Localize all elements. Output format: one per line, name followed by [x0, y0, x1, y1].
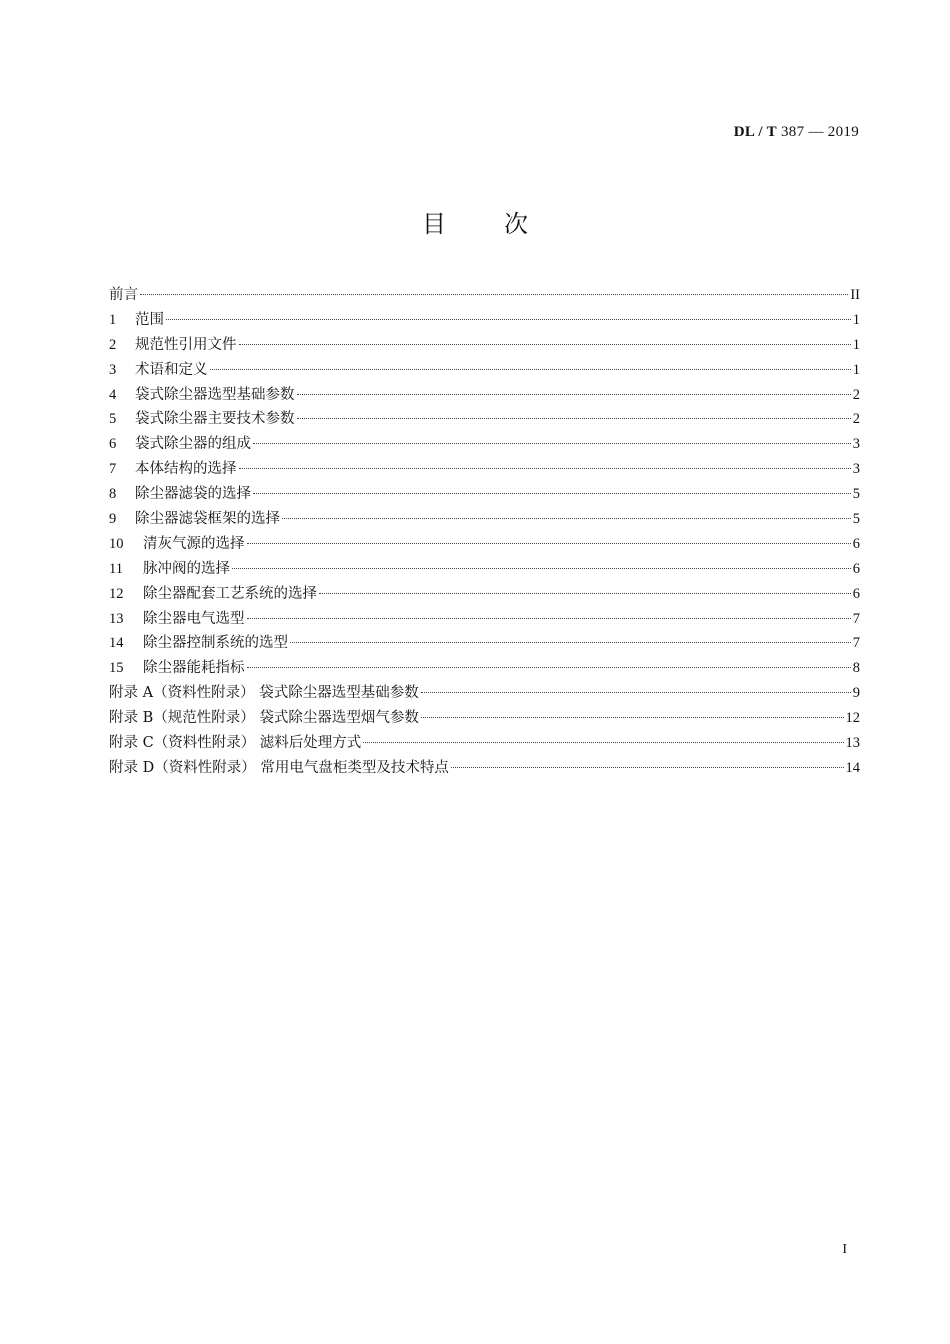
toc-entry-label: 规范性引用文件: [135, 336, 237, 353]
toc-leader-dots: [253, 442, 851, 444]
toc-entry-number: 7: [109, 461, 117, 478]
toc-leader-dots: [140, 293, 848, 295]
toc-entry-page: 1: [852, 311, 860, 328]
toc-entry-11[interactable]: [109, 557, 860, 582]
toc-leader-dots: [290, 641, 851, 643]
toc-leader-dots: [247, 666, 851, 668]
toc-leader-dots: [421, 691, 851, 693]
toc-entry-appendix-a[interactable]: [109, 681, 860, 706]
toc-entry-page: II: [850, 287, 860, 303]
toc-entry-foreword[interactable]: [109, 283, 860, 308]
toc-entry-number: 11: [109, 560, 123, 577]
toc-entry-page: 2: [852, 411, 860, 428]
toc-entry-12[interactable]: [109, 582, 860, 607]
toc-entry-number: 2: [109, 336, 117, 353]
toc-entry-page: 2: [852, 386, 860, 403]
toc-entry-page: 6: [852, 560, 860, 577]
toc-entry-page: 14: [845, 759, 860, 776]
toc-entry-15[interactable]: [109, 656, 860, 681]
toc-entry-number: 1: [109, 311, 117, 328]
toc-entry-label: 除尘器电气选型: [143, 610, 245, 627]
toc-entry-number: 10: [109, 535, 124, 552]
page-title: 目次: [422, 210, 586, 238]
toc-entry-label: 除尘器能耗指标: [143, 660, 245, 677]
toc-entry-2[interactable]: [109, 333, 860, 358]
toc-leader-dots: [210, 368, 851, 370]
toc-entry-label: 附录 B（规范性附录） 袋式除尘器选型烟气参数: [109, 710, 419, 727]
toc-entry-label: 本体结构的选择: [135, 461, 237, 478]
toc-entry-label: 附录 C（资料性附录） 滤料后处理方式: [109, 735, 362, 752]
toc-entry-page: 1: [852, 361, 860, 378]
toc-entry-label: 除尘器控制系统的选型: [143, 635, 288, 652]
toc-leader-dots: [297, 393, 851, 395]
document-code: [734, 124, 859, 141]
toc-entry-label: 除尘器滤袋框架的选择: [135, 511, 280, 528]
toc-entry-page: 1: [852, 336, 860, 353]
toc-entry-page: 7: [852, 610, 860, 627]
toc-entry-number: 9: [109, 511, 117, 528]
toc-entry-number: 6: [109, 436, 117, 453]
toc-entry-label: 除尘器滤袋的选择: [135, 486, 251, 503]
toc-entry-label: 附录 D（资料性附录） 常用电气盘柜类型及技术特点: [109, 759, 449, 776]
toc-entry-number: 15: [109, 660, 124, 677]
toc-entry-page: 5: [852, 486, 860, 503]
toc-entry-7[interactable]: [109, 457, 860, 482]
toc-leader-dots: [451, 766, 844, 768]
toc-entry-label: 范围: [135, 311, 164, 328]
toc-leader-dots: [363, 741, 843, 743]
toc-entry-number: 4: [109, 386, 117, 403]
toc-leader-dots: [421, 716, 844, 718]
toc-entry-appendix-d[interactable]: [109, 756, 860, 781]
toc-entry-page: 6: [852, 535, 860, 552]
toc-entry-number: 3: [109, 361, 117, 378]
toc-entry-6[interactable]: [109, 432, 860, 457]
toc-leader-dots: [239, 343, 851, 345]
toc-entry-9[interactable]: [109, 507, 860, 532]
toc-entry-number: 8: [109, 486, 117, 503]
toc-leader-dots: [239, 467, 851, 469]
toc-entry-14[interactable]: [109, 631, 860, 656]
toc-entry-label: 附录 A（资料性附录） 袋式除尘器选型基础参数: [109, 685, 419, 702]
toc-entry-3[interactable]: [109, 358, 860, 383]
toc-entry-label: 前言: [109, 287, 138, 303]
toc-leader-dots: [247, 617, 851, 619]
toc-entry-page: 12: [845, 710, 860, 727]
toc-entry-page: 9: [852, 685, 860, 702]
toc-entry-label: 脉冲阀的选择: [143, 560, 230, 577]
toc-entry-page: 13: [845, 735, 860, 752]
toc-leader-dots: [253, 492, 851, 494]
toc-leader-dots: [166, 318, 851, 320]
toc-entry-label: 袋式除尘器选型基础参数: [135, 386, 295, 403]
toc-entry-appendix-b[interactable]: [109, 706, 860, 731]
document-code-prefix: DL / T: [733, 124, 777, 140]
toc-entry-page: 3: [852, 436, 860, 453]
toc-entry-appendix-c[interactable]: [109, 731, 860, 756]
toc-entry-13[interactable]: [109, 607, 860, 632]
document-code-number: 387 — 2019: [781, 124, 859, 140]
toc-entry-page: 8: [852, 660, 860, 677]
toc-entry-label: 除尘器配套工艺系统的选择: [143, 585, 317, 602]
toc-entry-4[interactable]: [109, 383, 860, 408]
toc-entry-page: 3: [852, 461, 860, 478]
page-number: I: [842, 1242, 847, 1257]
table-of-contents: [109, 283, 860, 781]
toc-entry-label: 袋式除尘器的组成: [135, 436, 251, 453]
toc-entry-number: 12: [109, 585, 124, 602]
toc-leader-dots: [319, 592, 851, 594]
toc-leader-dots: [232, 567, 851, 569]
toc-entry-10[interactable]: [109, 532, 860, 557]
toc-entry-number: 5: [109, 411, 117, 428]
toc-entry-1[interactable]: [109, 308, 860, 333]
toc-entry-number: 14: [109, 635, 124, 652]
toc-entry-number: 13: [109, 610, 124, 627]
toc-entry-page: 5: [852, 511, 860, 528]
toc-leader-dots: [282, 517, 851, 519]
toc-entry-label: 袋式除尘器主要技术参数: [135, 411, 295, 428]
toc-entry-8[interactable]: [109, 482, 860, 507]
toc-entry-page: 7: [852, 635, 860, 652]
toc-entry-label: 清灰气源的选择: [143, 535, 245, 552]
toc-leader-dots: [297, 417, 851, 419]
toc-entry-5[interactable]: [109, 407, 860, 432]
toc-entry-page: 6: [852, 585, 860, 602]
toc-leader-dots: [247, 542, 851, 544]
toc-entry-label: 术语和定义: [135, 361, 208, 378]
